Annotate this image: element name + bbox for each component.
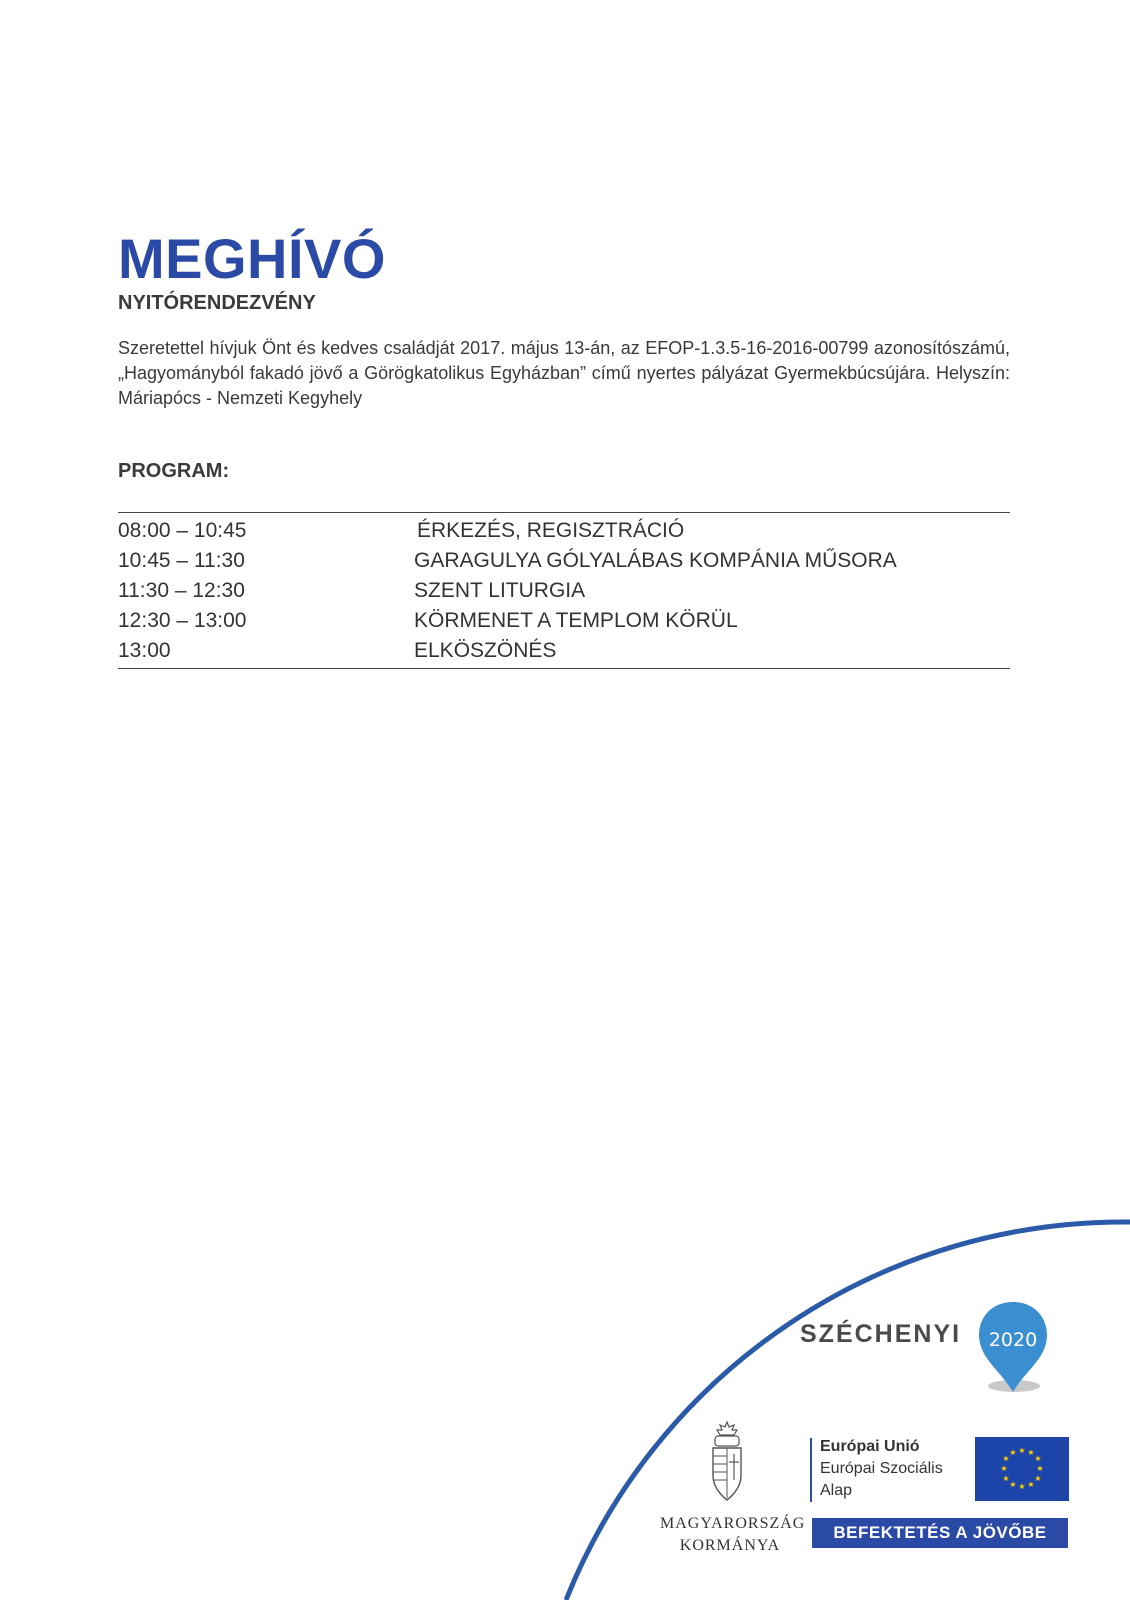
svg-text:★: ★ (1034, 1474, 1042, 1483)
svg-text:★: ★ (1018, 1482, 1026, 1491)
program-time: 10:45 – 11:30 (118, 549, 245, 572)
eu-label-line3: Alap (820, 1482, 853, 1499)
svg-text:★: ★ (1009, 1480, 1017, 1489)
government-name-line1: MAGYARORSZÁG (660, 1515, 806, 1532)
program-event: ELKÖSZÖNÉS (414, 639, 557, 662)
page-title: MEGHÍVÓ (118, 227, 386, 290)
svg-text:★: ★ (1018, 1446, 1026, 1455)
svg-text:★: ★ (1027, 1480, 1035, 1489)
svg-text:★: ★ (1009, 1448, 1017, 1457)
svg-text:★: ★ (1034, 1454, 1042, 1463)
program-event: KÖRMENET A TEMPLOM KÖRÜL (414, 609, 738, 632)
eu-label-line1: Európai Unió (820, 1438, 920, 1455)
invest-banner: BEFEKTETÉS A JÖVŐBE (812, 1518, 1068, 1548)
svg-text:★: ★ (1002, 1474, 1010, 1483)
hungarian-coat-of-arms-icon (707, 1420, 747, 1506)
program-time: 11:30 – 12:30 (118, 579, 245, 602)
program-heading: PROGRAM: (118, 460, 230, 482)
program-time: 13:00 (118, 639, 171, 662)
intro-paragraph: Szeretettel hívjuk Önt és kedves családját 2017. május 13-án, az EFOP-1.3.5-16-2016-00799 azonosítószámú, „Hagyományból fakadó jövő a Görögkatolikus Egyházban” című nyertes pályázat Gyermekbúcsújára. Helyszín: Máriapócs - Nemzeti Kegyhely (118, 338, 1010, 408)
szechenyi-logo-text: SZÉCHENYI (800, 1320, 962, 1348)
government-name-line2: KORMÁNYA (679, 1537, 781, 1554)
page-subtitle: NYITÓRENDEZVÉNY (118, 292, 316, 314)
program-event: SZENT LITURGIA (414, 579, 586, 602)
eu-label-line2: Európai Szociális (820, 1460, 943, 1477)
eu-flag-icon (975, 1437, 1069, 1501)
program-time: 08:00 – 10:45 (118, 519, 247, 542)
program-time: 12:30 – 13:00 (118, 609, 247, 632)
svg-text:★: ★ (1000, 1464, 1008, 1473)
svg-text:★: ★ (1002, 1454, 1010, 1463)
program-event: GARAGULYA GÓLYALÁBAS KOMPÁNIA MŰSORA (414, 549, 897, 572)
szechenyi-year: 2020 (988, 1329, 1038, 1351)
eu-divider (810, 1438, 812, 1502)
svg-text:★: ★ (1027, 1448, 1035, 1457)
svg-text:★: ★ (1036, 1464, 1044, 1473)
program-event: ÉRKEZÉS, REGISZTRÁCIÓ (417, 519, 685, 542)
